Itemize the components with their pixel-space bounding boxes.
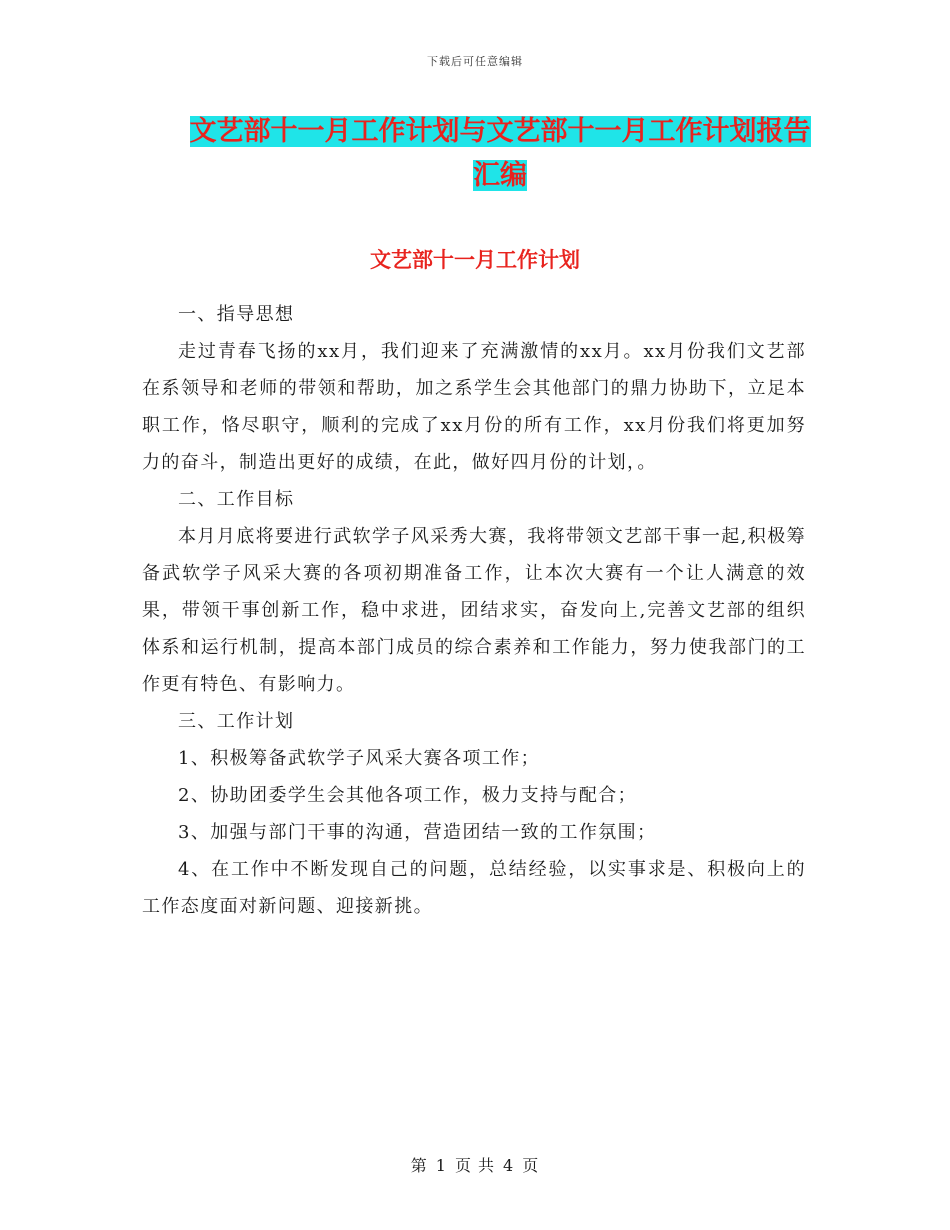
page-total: 4 (503, 1156, 515, 1175)
document-title (150, 110, 850, 198)
heading-guiding-ideology: 一、指导思想 (178, 304, 295, 325)
document-title-line2: 汇编 (473, 160, 527, 191)
document-body (142, 296, 806, 925)
plan-item-2: 2、协助团委学生会其他各项工作，极力支持与配合； (178, 785, 638, 806)
plan-item-1: 1、积极筹备武软学子风采大赛各项工作； (178, 748, 541, 769)
paragraph-guiding-ideology: 走过青春飞扬的xx月，我们迎来了充满激情的xx月。xx月份我们文艺部在系领导和老师的带领和帮助，加之系学生会其他部门的鼎力协助下，立足本职工作，恪尽职守，顺利的完成了xx月份的所有工作，xx月份我们将更加努力的奋斗，制造出更好的成绩，在此，做好四月份的计划，。 (142, 341, 806, 473)
page-prefix: 第 (410, 1156, 428, 1175)
plan-item-4: 4、在工作中不断发现自己的问题，总结经验，以实事求是、积极向上的工作态度面对新问题、迎接新挑。 (142, 859, 806, 917)
page-suffix: 页 (522, 1156, 540, 1175)
plan-item-3: 3、加强与部门干事的沟通，营造团结一致的工作氛围； (178, 822, 657, 843)
page-mid: 页 共 (454, 1156, 496, 1175)
page-footer (0, 1153, 950, 1176)
heading-work-goals: 二、工作目标 (178, 489, 295, 510)
header-note: 下载后可任意编辑 (427, 55, 523, 68)
document-title-line1: 文艺部十一月工作计划与文艺部十一月工作计划报告 (189, 116, 811, 147)
heading-work-plan: 三、工作计划 (178, 711, 295, 732)
page-number: 1 (435, 1156, 447, 1175)
paragraph-work-goals: 本月月底将要进行武软学子风采秀大赛，我将带领文艺部干事一起,积极筹备武软学子风采大赛的各项初期准备工作，让本次大赛有一个让人满意的效果，带领干事创新工作，稳中求进，团结求实，奋发向上,完善文艺部的组织体系和运行机制，提高本部门成员的综合素养和工作能力，努力使我部门的工作更有特色、有影响力。 (142, 526, 806, 695)
section-title: 文艺部十一月工作计划 (370, 247, 580, 272)
